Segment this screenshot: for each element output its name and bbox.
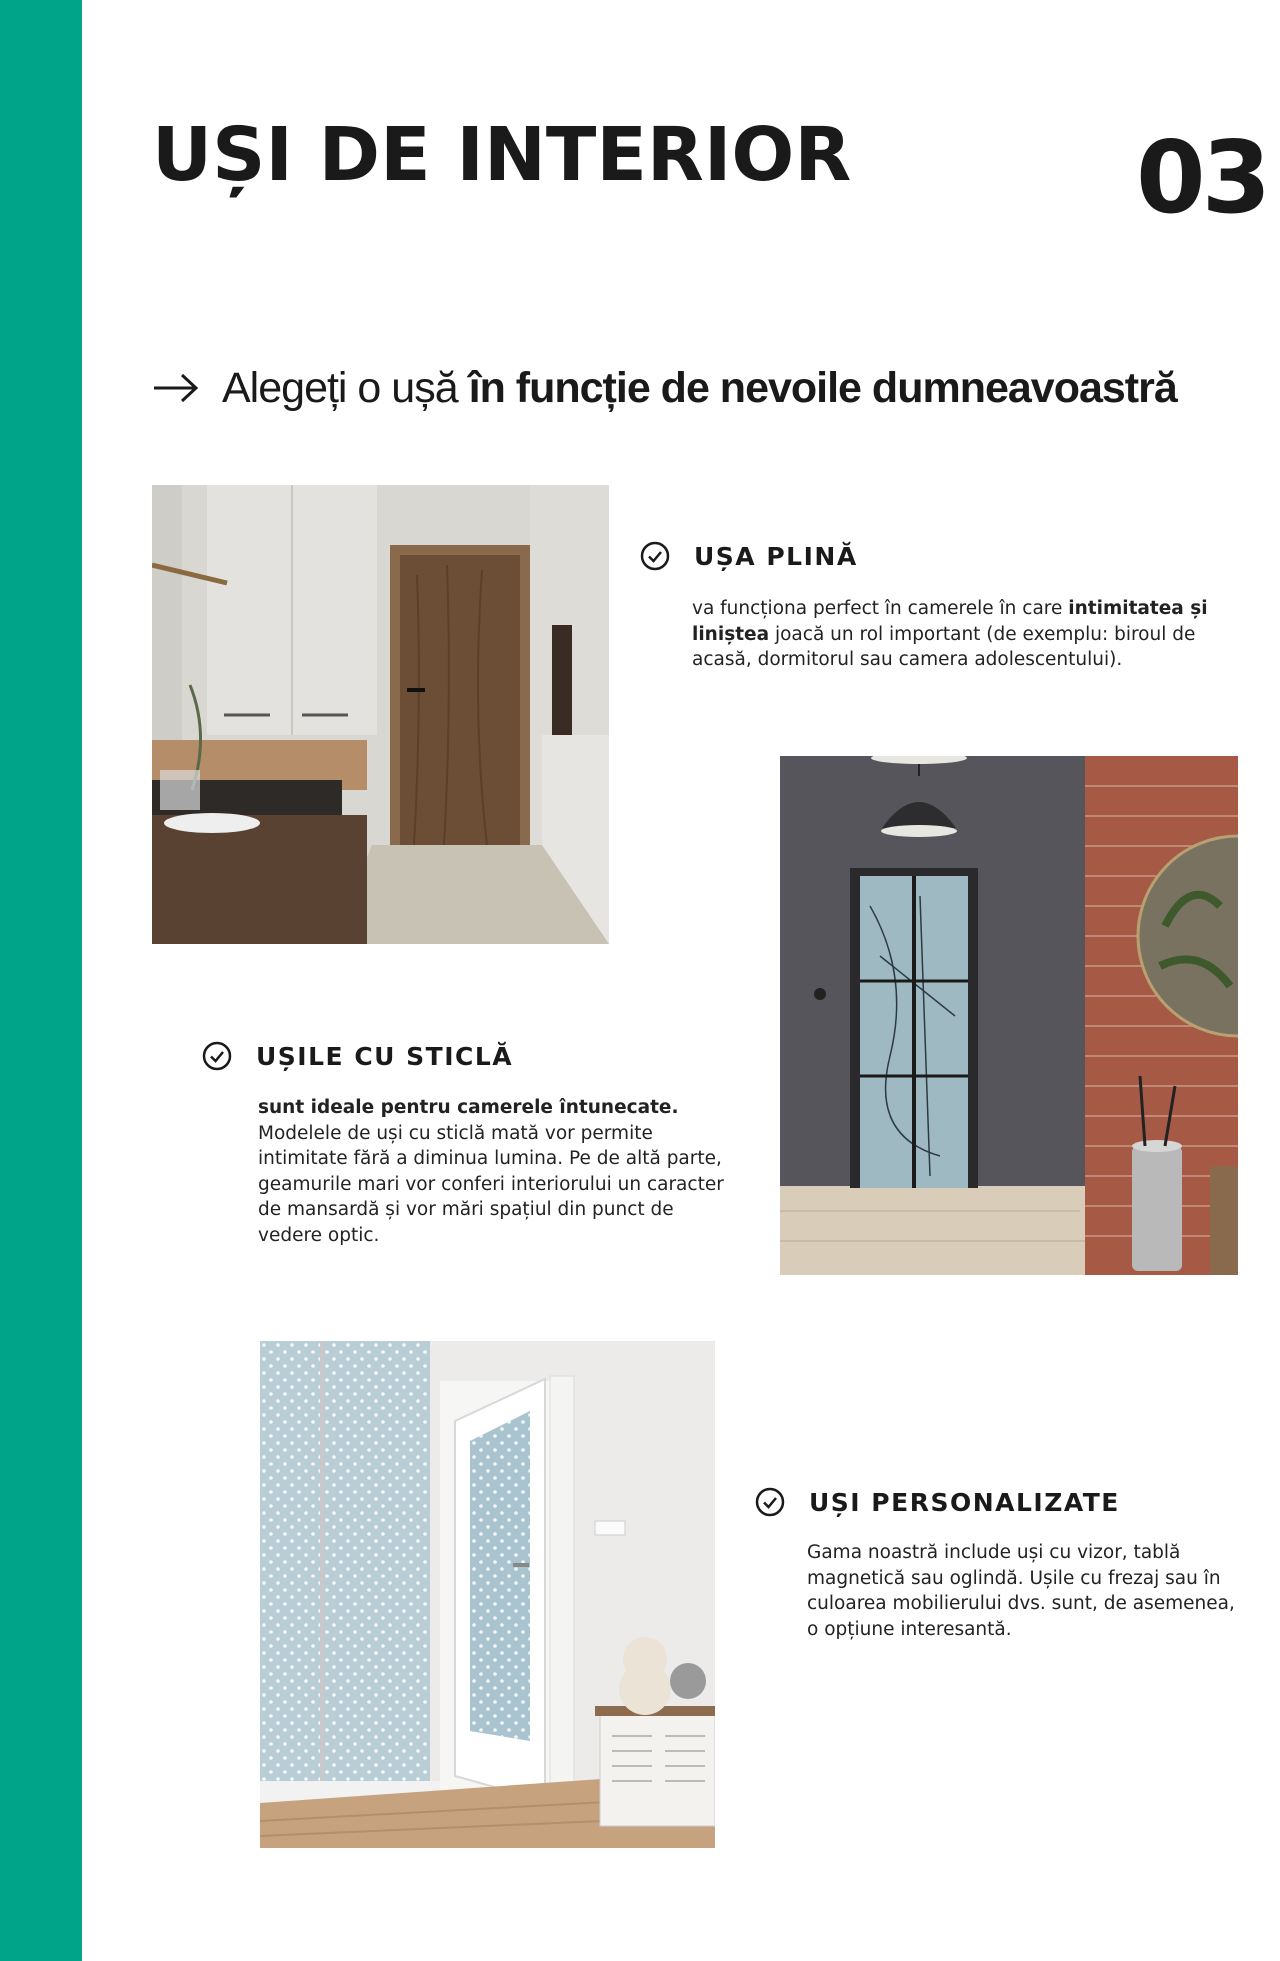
kitchen-door-illustration — [152, 485, 609, 944]
subheading-normal: Alegeți o ușă — [222, 363, 458, 412]
check-circle-icon — [202, 1041, 232, 1071]
body-text-bold: sunt ideale pentru camerele întunecate. — [258, 1097, 679, 1118]
section-title: UȘI PERSONALIZATE — [809, 1487, 1120, 1517]
section-title: UȘA PLINĂ — [694, 541, 858, 571]
section-glass-door-body — [258, 1095, 738, 1248]
body-text: Modelele de uși cu sticlă mată vor permite intimitate fără a diminua lumina. Pe de altă parte, geamurile mari vor conferi interiorului un caracter de mansardă și vor mări spațiul din punct de vedere optic. — [258, 1122, 724, 1246]
subheading — [152, 360, 1177, 416]
body-text-bold: intimitatea și liniștea — [692, 598, 1208, 645]
section-custom-door-body — [807, 1540, 1247, 1642]
glass-door-illustration — [780, 756, 1238, 1275]
photo-solid-door — [152, 485, 609, 944]
photo-glass-door — [780, 756, 1238, 1275]
section-glass-door-heading — [202, 1041, 513, 1071]
page-title: UȘI DE INTERIOR — [152, 112, 852, 198]
photo-custom-door — [260, 1341, 715, 1848]
arrow-right-icon — [152, 372, 200, 404]
section-custom-door-heading — [755, 1487, 1120, 1517]
page-number: 03 — [1136, 119, 1268, 236]
check-circle-icon — [640, 541, 670, 571]
accent-sidebar — [0, 0, 82, 1961]
body-text: va funcționa perfect în camerele în care — [692, 598, 1069, 619]
section-title: UȘILE CU STICLĂ — [256, 1041, 514, 1071]
check-circle-icon — [755, 1487, 785, 1517]
section-solid-door-body — [692, 596, 1232, 673]
custom-door-illustration — [260, 1341, 715, 1848]
section-solid-door-heading — [640, 541, 858, 571]
body-text: joacă un rol important (de exemplu: biroul de acasă, dormitorul sau camera adolescentului). — [692, 623, 1196, 670]
subheading-bold: în funcție de nevoile dumneavoastră — [468, 363, 1177, 412]
body-text: Gama noastră include uși cu vizor, tablă magnetică sau oglindă. Ușile cu frezaj sau în culoarea mobilierului dvs. sunt, de asemenea, o opțiune interesantă. — [807, 1542, 1235, 1640]
